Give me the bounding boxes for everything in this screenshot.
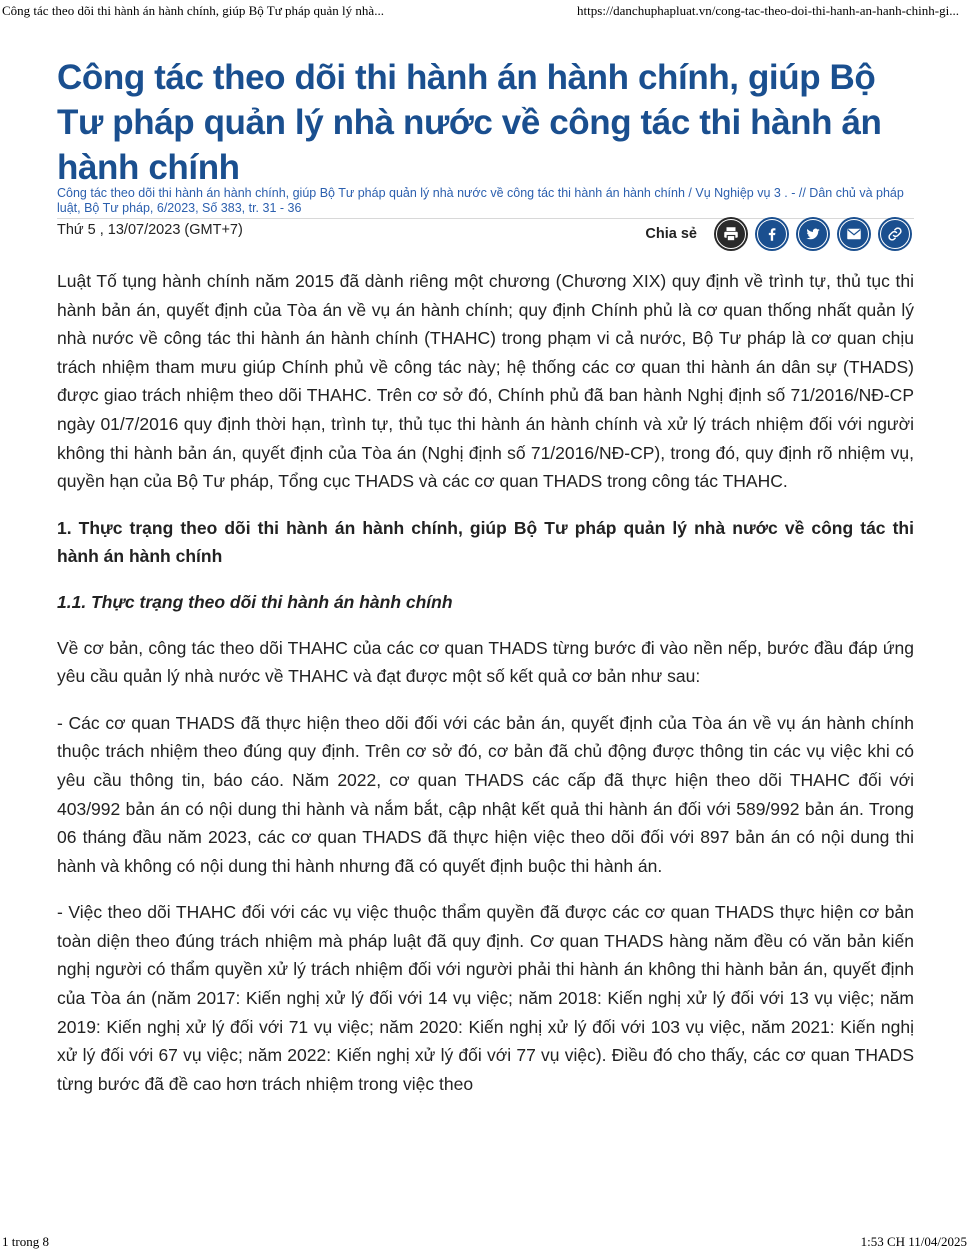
article-date: Thứ 5 , 13/07/2023 (GMT+7) [57,222,243,238]
article [57,55,914,1116]
article-meta [57,219,914,257]
subsection-heading: 1.1. Thực trạng theo dõi thi hành án hành chính [57,591,453,612]
share-label: Chia sẻ [645,226,697,242]
article-citation[interactable]: Công tác theo dõi thi hành án hành chính, giúp Bộ Tư pháp quản lý nhà nước về công tác thi hành án hành chính / Vụ Nghiệp vụ 3 . - // Dân chủ và pháp luật, Bộ Tư pháp, 6/2023, Số 383, tr. 31 - 36 [57,186,914,219]
print-icon[interactable] [714,217,748,251]
print-footer [0,1232,969,1254]
link-icon[interactable] [878,217,912,251]
print-header-title: Công tác theo dõi thi hành án hành chính, giúp Bộ Tư pháp quản lý nhà... [2,3,384,18]
paragraph: - Các cơ quan THADS đã thực hiện theo dõi đối với các bản án, quyết định của Tòa án về vụ án hành chính thuộc trách nhiệm theo đúng quy định. Trên cơ sở đó, cơ bản đã chủ động được thông tin các vụ việc khi có yêu cầu thông tin, báo cáo. Năm 2022, cơ quan THADS các cấp đã thực hiện theo dõi THAHC đối với 403/992 bản án có nội dung thi hành và nắm bắt, cập nhật kết quả thi hành án đối với 589/992 bản án. Trong 06 tháng đầu năm 2023, các cơ quan THADS đã thực hiện việc theo dõi đối với 897 bản án có nội dung thi hành và không có nội dung thi hành nhưng đã có quyết định buộc thi hành án. [57,712,914,876]
paragraph: Luật Tố tụng hành chính năm 2015 đã dành riêng một chương (Chương XIX) quy định về trình tự, thủ tục thi hành bản án, quyết định của Tòa án về vụ án hành chính; quy định Chính phủ là cơ quan thống nhất quản lý nhà nước về công tác thi hành án hành chính (THAHC) trong phạm vi cả nước, Bộ Tư pháp là cơ quan chịu trách nhiệm tham mưu giúp Chính phủ về công tác này; hệ thống các cơ quan thi hành án dân sự (THADS) được giao trách nhiệm theo dõi THAHC. Trên cơ sở đó, Chính phủ đã ban hành Nghị định số 71/2016/NĐ-CP ngày 01/7/2016 quy định thời hạn, trình tự, thủ tục thi hành án hành chính và xử lý trách nhiệm đối với người không thi hành bản án, quyết định của Tòa án (Nghị định số 71/2016/NĐ-CP), trong đó, quy định rõ nhiệm vụ, quyền hạn của Bộ Tư pháp, Tổng cục THADS và các cơ quan THADS trong công tác THAHC. [57,271,914,492]
print-header-url[interactable]: https://danchuphapluat.vn/cong-tac-theo-doi-thi-hanh-an-hanh-chinh-gi... [577,3,959,18]
print-timestamp: 1:53 CH 11/04/2025 [860,1234,967,1249]
paragraph: - Việc theo dõi THAHC đối với các vụ việc thuộc thẩm quyền đã được các cơ quan THADS thực hiện cơ bản toàn diện theo đúng trách nhiệm mà pháp luật đã quy định. Cơ quan THADS hàng năm đều có văn bản kiến nghị người có thẩm quyền xử lý trách nhiệm đối với người phải thi hành án không thi hành bản án, quyết định của Tòa án (năm 2017: Kiến nghị xử lý đối với 14 vụ việc; năm 2018: Kiến nghị xử lý đối với 13 vụ việc; năm 2019: Kiến nghị xử lý đối với 71 vụ việc; năm 2020: Kiến nghị xử lý đối với 103 vụ việc, năm 2021: Kiến nghị xử lý đối với 67 vụ việc; năm 2022: Kiến nghị xử lý đối với 77 vụ việc). Điều đó cho thấy, các cơ quan THADS từng bước đã đề cao hơn trách nhiệm trong việc theo [57,902,914,1094]
article-body [57,267,914,1098]
twitter-icon[interactable] [796,217,830,251]
share-bar [645,217,912,251]
page-counter: 1 trong 8 [2,1234,49,1249]
facebook-icon[interactable] [755,217,789,251]
section-heading: 1. Thực trạng theo dõi thi hành án hành chính, giúp Bộ Tư pháp quản lý nhà nước về công tác thi hành án hành chính [57,517,914,567]
paragraph: Về cơ bản, công tác theo dõi THAHC của các cơ quan THADS từng bước đi vào nền nếp, bước đầu đáp ứng yêu cầu quản lý nhà nước về THAHC và đạt được một số kết quả cơ bản như sau: [57,637,914,687]
print-header [0,0,969,20]
email-icon[interactable] [837,217,871,251]
article-title: Công tác theo dõi thi hành án hành chính, giúp Bộ Tư pháp quản lý nhà nước về công tác thi hành án hành chính [57,58,882,187]
